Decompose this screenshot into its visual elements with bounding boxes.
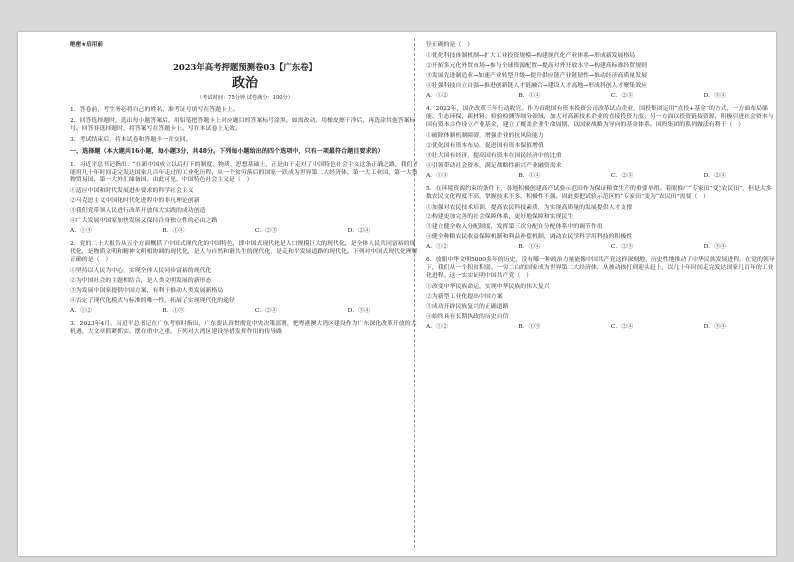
choice-c: C．②③	[610, 92, 634, 99]
choice-d: D．②④	[703, 172, 726, 179]
instruction-3: 3．考试结束后，将本试卷和答题卡一并交回。	[70, 137, 192, 144]
option-1: ①改变中华民族命运，实现中华民族的伟大复兴	[426, 284, 550, 291]
choice-d: D．③④	[703, 244, 726, 251]
option-3: ③我们党带领人民进行改革开放伟大实践的成功创造	[70, 208, 206, 215]
option-2: ②构建更加完善的社会保障体系，更好地保障和实现民生	[426, 214, 574, 221]
option-4: ④否定了现代化模式与标准的唯一性，拓展了实现现代化的途径	[70, 298, 235, 305]
question-3	[70, 321, 420, 337]
option-1: ①加强对农民技术培训，提高农民科技素质，为实现高质量的发展提供人才支撑	[426, 204, 633, 211]
choice-b: B．①④	[518, 244, 541, 251]
question-6	[426, 257, 776, 332]
left-column	[70, 42, 420, 340]
question-3-continuation: 径正确的是（ ）	[426, 42, 474, 48]
choice-b: B．①④	[518, 172, 541, 179]
choice-d: D．③④	[703, 92, 726, 99]
answer-choices	[70, 308, 370, 316]
question-stem: 5．在环境资源约束的条件下，各地积极创建高产试验示范田作为保证粮食生产的重要举措。着眼推广“专家田”变“农民田”，但是大多数农民文化程度不高，掌握技术不多。积极性不强。因此要把试验示范区的“专家田”变为“农民田”需要（ ）	[426, 185, 772, 200]
option-2: ②优化国有资本布局，促进国有资本保值增值	[426, 142, 544, 149]
option-4: ④引领带动社会资本，满足战略性新兴产业融资需求	[426, 162, 562, 169]
choice-d: D．③④	[347, 308, 370, 315]
choice-b: B．①③	[518, 324, 541, 331]
choice-a: A．①③	[426, 172, 448, 179]
choice-b: B．①④	[162, 228, 185, 235]
choice-a: A．①②	[70, 308, 92, 315]
question-stem: 6．放眼中华文明5000多年的历史，没有哪一种政治力量能像中国共产党这样深刻地、历史性地推动了中华民族发展进程。在党的领导下，我们从一个积贫积弱、一穷二白的国家成为世界第二大经济体，从被动挨打到迎头赶上，以几十年时间走完发达国家几百年的工业化进程。这一实实证明中国共产党（ ）	[426, 257, 775, 280]
choice-a: A．①③	[70, 228, 92, 235]
question-stem: 3．2023年4月，习近平总书记在广东考察时指出，广东要认真贯彻党中央决策部署，把粤港澳大湾区建设作为广东深化改革开放的大机遇、大文章抓紧抓实。摆在重中之重。下列对大湾区建设举措发挥作用的传导路	[70, 321, 417, 336]
question-5	[426, 186, 776, 253]
option-1: ①优化科技体制机制→扩大工业投资规模→构建现代化产业体系→形成新发展格局	[426, 52, 636, 59]
question-stem: 1．习近平总书记指出：“在新中国成立以后打下的制度、物质、思想基础上，正是由于走对了中国特色社会主义这条正确之路，我们才能用几十年时间走完发达国家几百年走过的工业化历程，从一个贫穷落后的国家一跃成为世界第二大经济体、第一大工业国、第一大货物贸易国、第一大外汇储备国。由此可见，中国特色社会主义是（ ）	[70, 161, 419, 184]
choice-c: C．②③	[610, 244, 634, 251]
option-1: ①破除体制机制障碍，增强企业的抗风险能力	[426, 132, 544, 139]
option-3: ③为发展中国家提供中国方案，有利于推动人类发展新格局	[70, 288, 224, 295]
choice-b: B．①③	[162, 308, 185, 315]
option-1: ①坚持以人民为中心，实现全体人民同步富裕的现代化	[70, 268, 212, 275]
answer-choices	[426, 93, 726, 101]
choice-d: D．②④	[347, 228, 370, 235]
answer-choices	[426, 244, 726, 252]
answer-choices	[426, 324, 726, 332]
question-stem: 2．党的二十大报告从五个方面概括了中国式现代化的中国特色，即中国式现代化是人口规模巨大的现代化，是全体人民共同富裕的现代化，是物质文明和精神文明相协调的现代化，是人与自然和谐共生的现代化，是走和平发展道路的现代化。下列对中国式现代化理解正确的是（ ）	[70, 241, 418, 264]
question-1	[70, 162, 420, 237]
option-4: ④始终具有长期执政的历史自信	[426, 314, 509, 321]
option-3: ③发展先进制造业→加速产业转型升级→提升供应链产业链韧性→推动经济高质量发展	[426, 72, 647, 79]
choice-d: D．③④	[703, 324, 726, 331]
question-stem: 4．2022年，国企改革三年行动收官。作为首批国有资本投资公司改革试点企业，国投集团运用“直投+基金”的方式，一方面布局储能、生态环保、新材料、检验检测等细分领域，加大对高新技术企业的直接投资力度；另一方面以投资链接资源，积极引进社会资本与国有资本合作设立产业基金，建立了覆盖企业生命周期、以国家战略为导向的基金体系。国投集团的系列做法有利于（ ）	[426, 105, 774, 128]
question-2	[70, 241, 420, 316]
instruction-1: 1．答卷前，考生务必将自己的姓名、准考证号填写在答题卡上。	[70, 107, 239, 114]
choice-c: C．②④	[610, 324, 634, 331]
choice-a: A．①②	[426, 92, 448, 99]
answer-choices	[426, 173, 726, 181]
choice-a: A．①②	[426, 244, 448, 251]
exam-title: 2023年高考押题预测卷03【广东卷】	[173, 61, 317, 72]
choice-c: C．②③	[254, 228, 278, 235]
secret-label: 绝密★启用前	[70, 42, 103, 48]
instruction-2: 2．回答选择题时，选出每小题答案后，用铅笔把答题卡上对应题目的答案标号涂黑。如需改动，用橡皮擦干净后，再选涂其他答案标号。回答非选择题时，将答案写在答题卡上。写在本试卷上无效。	[70, 118, 416, 133]
option-3: ③建立健全收入分配制度，发挥第三次分配在分配体系中的调节作用	[426, 224, 603, 231]
choice-c: C．②④	[254, 308, 278, 315]
answer-choices	[70, 228, 370, 236]
exam-meta: （考试时间：75分钟 试卷满分：100分）	[197, 95, 293, 102]
choice-b: B．①④	[518, 92, 541, 99]
option-2: ②开拓多元化外贸市场→参与全球资源配置→提高对外开放水平→构建高标准经贸规则	[426, 62, 647, 69]
option-2: ②马克思主义中国化时代化进程中的非凡理论创新	[70, 198, 200, 205]
option-3: ③壮大国有经济，提高国有资本在国民经济中的比重	[426, 152, 562, 159]
section-heading: 一、选择题（本大题共16小题，每小题3分，共48分。下列每小题给出的四个选项中，只有一项最符合题目要求的）	[70, 148, 384, 156]
subject-title: 政治	[231, 75, 258, 91]
option-2: ②为新型工业化提出中国方案	[426, 294, 503, 301]
choice-c: C．②③	[610, 172, 634, 179]
option-4: ④壮强科技自立自强→推进创新链人才链融合→建设人才高地→形成科创人才聚集效应	[426, 82, 647, 89]
right-column	[426, 42, 776, 336]
option-2: ②为中国社会的主题相结合，是人类文明发展的新形态	[70, 278, 212, 285]
choice-a: A．①②	[426, 324, 448, 331]
option-3: ③成功开辟民族复兴的正确道路	[426, 304, 509, 311]
option-4: ④广大发展中国家加快发展又保持自身独立性的必由之路	[70, 218, 218, 225]
option-4: ④健全种粮农民收益保障机制和利益补偿机制，调动农民学科学用科技的积极性	[426, 234, 633, 241]
exam-page	[18, 32, 776, 556]
question-4	[426, 106, 776, 181]
option-1: ①适应中国和时代发展进步要求的科学社会主义	[70, 188, 194, 195]
